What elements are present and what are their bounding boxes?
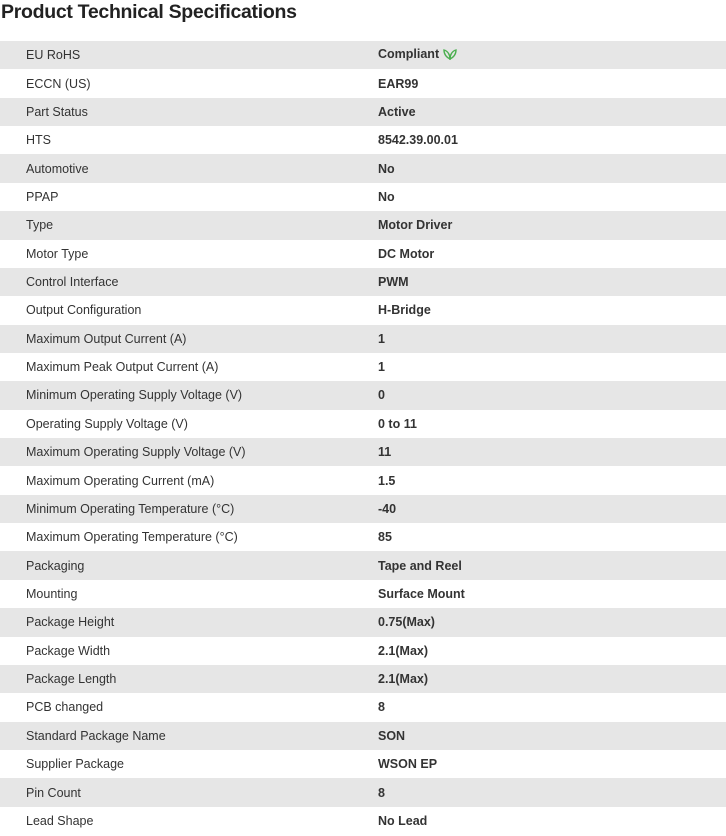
spec-name: Control Interface <box>26 275 119 290</box>
spec-table-body <box>0 41 726 835</box>
spec-row <box>0 126 726 154</box>
spec-row <box>0 580 726 608</box>
spec-row <box>0 381 726 409</box>
spec-row <box>0 296 726 324</box>
spec-row <box>0 750 726 778</box>
spec-name: Supplier Package <box>26 757 124 772</box>
spec-value-cell <box>378 580 726 608</box>
spec-row <box>0 807 726 835</box>
spec-row <box>0 410 726 438</box>
spec-value-cell <box>378 240 726 268</box>
spec-row <box>0 466 726 494</box>
spec-value: No Lead <box>378 813 428 828</box>
spec-value-cell <box>378 466 726 494</box>
spec-name: Maximum Operating Supply Voltage (V) <box>26 445 246 460</box>
spec-value: 1 <box>378 360 385 375</box>
spec-value: Motor Driver <box>378 218 453 233</box>
spec-name: Automotive <box>26 161 89 176</box>
spec-value-cell <box>378 41 726 69</box>
spec-value: 0 to 11 <box>378 416 417 431</box>
spec-value-cell <box>378 495 726 523</box>
spec-value-cell <box>378 381 726 409</box>
spec-name: Part Status <box>26 104 88 119</box>
spec-value: 1 <box>378 331 385 346</box>
spec-value-cell <box>378 722 726 750</box>
spec-row <box>0 693 726 721</box>
spec-row <box>0 325 726 353</box>
spec-value-cell <box>378 353 726 381</box>
spec-value-cell <box>378 211 726 239</box>
spec-value: Surface Mount <box>378 587 465 601</box>
spec-name: Maximum Operating Temperature (°C) <box>26 530 238 545</box>
spec-value-cell <box>378 693 726 721</box>
spec-value-cell <box>378 268 726 296</box>
spec-value-cell <box>378 410 726 438</box>
spec-name: PCB changed <box>26 700 104 715</box>
spec-value: EAR99 <box>378 76 419 91</box>
spec-row <box>0 154 726 182</box>
spec-value-cell <box>378 750 726 778</box>
spec-name: Standard Package Name <box>26 728 166 743</box>
spec-value: 0.75(Max) <box>378 615 435 630</box>
spec-value-cell <box>378 438 726 466</box>
spec-row <box>0 69 726 97</box>
spec-name: Packaging <box>26 558 85 573</box>
spec-value: 11 <box>378 445 392 460</box>
spec-value: No <box>378 189 395 204</box>
spec-value-cell <box>378 154 726 182</box>
spec-row <box>0 495 726 523</box>
spec-row <box>0 183 726 211</box>
spec-name: PPAP <box>26 189 59 204</box>
spec-value-cell <box>378 665 726 693</box>
spec-value-cell <box>378 551 726 579</box>
spec-value: 0 <box>378 388 385 403</box>
spec-value: Active <box>378 104 416 119</box>
spec-name: Lead Shape <box>26 813 94 828</box>
leaf-icon <box>443 48 457 63</box>
spec-value: DC Motor <box>378 246 435 261</box>
spec-row <box>0 778 726 806</box>
spec-row <box>0 637 726 665</box>
spec-name: Package Height <box>26 615 115 630</box>
spec-value-cell <box>378 807 726 835</box>
spec-name: Mounting <box>26 587 78 601</box>
spec-row <box>0 41 726 69</box>
spec-value-cell <box>378 637 726 665</box>
spec-row <box>0 608 726 636</box>
spec-value: Compliant <box>378 47 440 62</box>
spec-row <box>0 268 726 296</box>
spec-value-cell <box>378 98 726 126</box>
spec-value-cell <box>378 69 726 97</box>
spec-name: Maximum Operating Current (mA) <box>26 473 215 488</box>
spec-value: PWM <box>378 275 409 290</box>
spec-name: Output Configuration <box>26 303 142 318</box>
spec-value: 85 <box>378 530 392 545</box>
spec-value: 2.1(Max) <box>378 672 429 687</box>
spec-value: Tape and Reel <box>378 558 462 573</box>
spec-value-cell <box>378 325 726 353</box>
spec-name: EU RoHS <box>26 48 81 63</box>
spec-row <box>0 240 726 268</box>
spec-row <box>0 211 726 239</box>
spec-name: Operating Supply Voltage (V) <box>26 416 188 431</box>
spec-value: -40 <box>378 501 397 516</box>
spec-row <box>0 353 726 381</box>
spec-value-cell <box>378 126 726 154</box>
spec-name: Type <box>26 218 54 233</box>
spec-value: No <box>378 161 395 176</box>
spec-row <box>0 438 726 466</box>
spec-value: 8 <box>378 700 385 715</box>
spec-value-cell <box>378 296 726 324</box>
spec-value-cell <box>378 778 726 806</box>
spec-value: 8 <box>378 785 385 800</box>
spec-name: Minimum Operating Supply Voltage (V) <box>26 388 243 403</box>
spec-value-cell <box>378 608 726 636</box>
spec-name: Minimum Operating Temperature (°C) <box>26 501 235 516</box>
spec-value: SON <box>378 728 406 743</box>
spec-value-cell <box>378 523 726 551</box>
spec-name: Maximum Output Current (A) <box>26 331 187 346</box>
spec-row <box>0 98 726 126</box>
spec-value: 2.1(Max) <box>378 643 429 658</box>
spec-row <box>0 665 726 693</box>
spec-name: Motor Type <box>26 246 89 261</box>
spec-row <box>0 551 726 579</box>
page-title: Product Technical Specifications <box>1 1 297 23</box>
spec-value: H-Bridge <box>378 303 431 318</box>
spec-name: Pin Count <box>26 785 81 800</box>
spec-table <box>0 41 726 835</box>
spec-name: HTS <box>26 133 51 148</box>
spec-name: Maximum Peak Output Current (A) <box>26 360 219 375</box>
spec-value: 1.5 <box>378 473 396 488</box>
spec-value-cell <box>378 183 726 211</box>
spec-name: Package Width <box>26 643 111 658</box>
spec-value: 8542.39.00.01 <box>378 133 458 148</box>
spec-name: Package Length <box>26 672 117 687</box>
spec-name: ECCN (US) <box>26 76 91 91</box>
spec-value: WSON EP <box>378 757 438 772</box>
spec-row <box>0 523 726 551</box>
spec-row <box>0 722 726 750</box>
